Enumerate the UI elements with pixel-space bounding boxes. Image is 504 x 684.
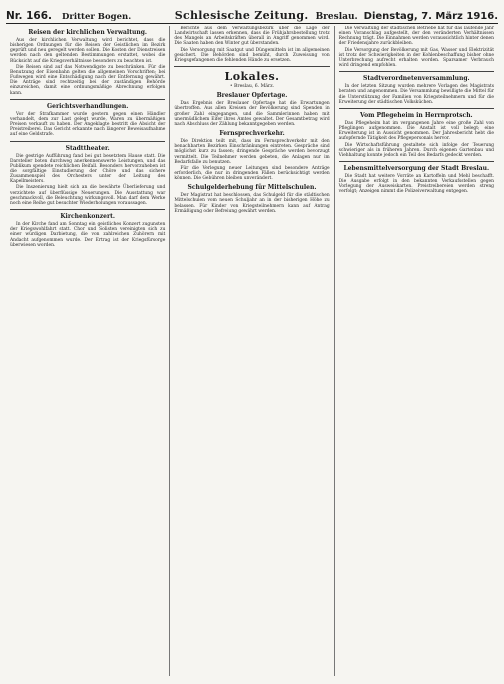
column-1 xyxy=(6,26,170,676)
article-heading: Reisen der kirchlichen Verwaltung. xyxy=(28,29,147,36)
section-heading-local: Lokales. xyxy=(224,70,280,84)
paragraph: Die Stadt hat weitere Vorräte an Kartoffeln und Mehl beschafft. Die Ausgabe erfolgt in den bekannten Verkaufsstellen gegen Vorlegung der Ausweiskarten. Preistreibereien werden streng verfolgt; Anzeigen nimmt die Polizeiverwaltung entgegen. xyxy=(338,173,494,195)
paragraph: Die Wirtschaftsführung gestaltete sich infolge der Teuerung schwieriger als in früheren Jahren. Durch eigenen Gartenbau und Viehhaltung konnte jedoch ein Teil des Bedarfs gedeckt werden. xyxy=(338,142,494,158)
masthead xyxy=(6,4,498,24)
section-dateline: • Breslau, 6. März. xyxy=(229,84,275,90)
paragraph: Die gestrige Aufführung fand bei gut besetztem Hause statt. Die Darsteller boten durchweg anerkennenswerte Leistungen, und das Publikum spendete reichlichen Beifall. Besonders hervorzuheben ist die sorgfältige Einstudierung der Chöre und das sichere Zusammenspiel des Orchesters unter der Leitung des Kapellmeisters. xyxy=(10,153,166,185)
paragraph: Das Pflegeheim hat im vergangenen Jahre eine große Zahl von Pfleglingen aufgenommen. Die Anstalt ist voll belegt; eine Erweiterung ist in Aussicht genommen. Der Jahresbericht hebt die aufopfernde Tätigkeit des Pflegepersonals hervor. xyxy=(338,120,494,142)
article-heading: Schulgelderhebung für Mittelschulen. xyxy=(187,184,317,192)
article-heading: Stadttheater. xyxy=(65,144,110,152)
paragraph: Das Ergebnis der Breslauer Opfertage hat die Erwartungen übertroffen. Aus allen Kreisen der Bevölkerung sind Spenden in großer Zahl eingegangen, und die Sammlerinnen haben mit unermüdlichem Eifer ihres Amtes gewaltet. Der Gesamtbetrag wird nach Abschluss der Zählung bekanntgegeben werden. xyxy=(174,101,330,127)
paragraph: Berichte aus dem Verwaltungsbezirk über die Lage der Landwirtschaft lassen erkennen, dass die Frühjahrsbestellung trotz des Mangels an Arbeitskräften überall in Angriff genommen wird. Die Saaten haben den Winter gut überstanden. xyxy=(174,26,330,47)
column-2 xyxy=(170,26,334,676)
article-heading: Vom Pflegeheim in Herrnprotsch. xyxy=(359,111,473,119)
divider xyxy=(339,108,494,109)
divider xyxy=(339,161,494,162)
article-columns xyxy=(6,26,498,676)
divider xyxy=(174,66,329,67)
article-heading: Fernsprechverkehr. xyxy=(219,130,285,138)
paragraph: In der letzten Sitzung wurden mehrere Vorlagen des Magistrats beraten und angenommen. Die Versammlung bewilligte die Mittel für die Unterstützung der Familien von Kriegsteilnehmern und für die Erweiterung der städtischen Volksküchen. xyxy=(338,84,494,105)
article-heading: Breslauer Opfertage. xyxy=(216,92,288,100)
issue-date: Dienstag, 7. März 1916. xyxy=(363,11,498,22)
column-3 xyxy=(335,26,498,676)
divider xyxy=(339,71,494,72)
newspaper-page xyxy=(6,4,498,676)
sheet-label: Dritter Bogen. xyxy=(62,12,132,22)
divider xyxy=(10,209,165,210)
article-heading: Gerichtsverhandlungen. xyxy=(47,102,129,110)
article-heading: Kirchenkonzert. xyxy=(60,213,115,221)
divider xyxy=(10,99,165,100)
paragraph: In der Kirche fand am Sonntag ein geistliches Konzert zugunsten der Kriegswohlfahrt statt. Chor und Solisten vereinigten sich zu einer würdigen Darbietung, die von zahlreichen Zuhörern mit Andacht aufgenommen wurde. Der Ertrag ist der Kriegsfürsorge überwiesen worden. xyxy=(10,222,166,248)
article-heading: Lebensmittelversorgung der Stadt Breslau. xyxy=(343,164,490,172)
divider xyxy=(10,141,165,142)
paragraph: Vor der Strafkammer wurde gestern gegen einen Händler verhandelt, dem zur Last gelegt wurde, Waren zu übermäßigen Preisen verkauft zu haben. Der Angeklagte bestritt die Absicht der Preistreiberei. Das Gericht erkannte nach längerer Beweisaufnahme auf eine Geldstrafe. xyxy=(10,111,166,138)
paragraph: Die Direktion teilt mit, dass im Fernsprechverkehr mit den benachbarten Bezirken Einschränkungen eintreten. Gespräche sind möglichst kurz zu fassen; dringende Gespräche werden bevorzugt vermittelt. Die Teilnehmer werden gebeten, die Anlagen nur im Bedarfsfalle zu benutzen. xyxy=(174,139,330,165)
dateline-city: Breslau. xyxy=(315,12,358,22)
newspaper-title: Schlesische Zeitung. xyxy=(174,9,309,22)
paragraph: Die Inszenierung hielt sich an die bewährte Überlieferung und verzichtete auf überflüssige Neuerungen. Die Ausstattung war geschmackvoll, die Beleuchtung wirkungsvoll. Man darf dem Werke noch eine Reihe gut besuchter Wiederholungen voraussagen. xyxy=(10,185,166,206)
issue-number: Nr. 166. xyxy=(6,10,53,22)
paragraph: Aus der kirchlichen Verwaltung wird berichtet, dass die bisherigen Ordnungen für die Reisen der Geistlichen im Bezirk geprüft und neu geregelt werden sollen. Die Kosten der Dienstreisen werden nach den geltenden Bestimmungen erstattet, wobei die Rücksicht auf die Kriegsverhältnisse besonders zu beachten ist. xyxy=(10,38,166,64)
paragraph: Die Verwaltung der städtischen Betriebe hat für das laufende Jahr einen Voranschlag aufgestellt, der den veränderten Verhältnissen Rechnung trägt. Die Einnahmen werden voraussichtlich hinter denen der Friedensjahre zurückbleiben. xyxy=(338,26,494,47)
article-heading: Stadtverordnetenversammlung. xyxy=(363,75,470,83)
paragraph: Die Versorgung der Bevölkerung mit Gas, Wasser und Elektrizität ist trotz der Schwierigkeiten in der Kohlenbeschaffung bisher ohne Unterbrechung aufrecht erhalten worden. Sparsamer Verbrauch wird dringend empfohlen. xyxy=(338,47,494,69)
paragraph: Die Versorgung mit Saatgut und Düngemitteln ist im allgemeinen gesichert. Die Behörden sind bemüht, durch Zuweisung von Kriegsgefangenen die fehlenden Hände zu ersetzen. xyxy=(174,47,330,63)
paragraph: Die Reisen sind auf das Notwendigste zu beschränken. Für die Benutzung der Eisenbahn gelten die allgemeinen Vorschriften; bei Fußwegen wird eine Entschädigung nach der Entfernung gewährt. Die Anträge sind rechtzeitig bei der zuständigen Behörde einzureichen, damit eine ordnungsmäßige Abrechnung erfolgen kann. xyxy=(10,64,166,96)
paragraph: Der Magistrat hat beschlossen, das Schulgeld für die städtischen Mittelschulen vom neuen Schuljahr an in der bisherigen Höhe zu belassen. Für Kinder von Kriegsteilnehmern kann auf Antrag Ermäßigung oder Befreiung gewährt werden. xyxy=(174,193,330,214)
paragraph: Für die Verlegung neuer Leitungen sind besondere Anträge erforderlich, die nur in dringenden Fällen berücksichtigt werden können. Die Gebühren bleiben unverändert. xyxy=(174,165,330,182)
